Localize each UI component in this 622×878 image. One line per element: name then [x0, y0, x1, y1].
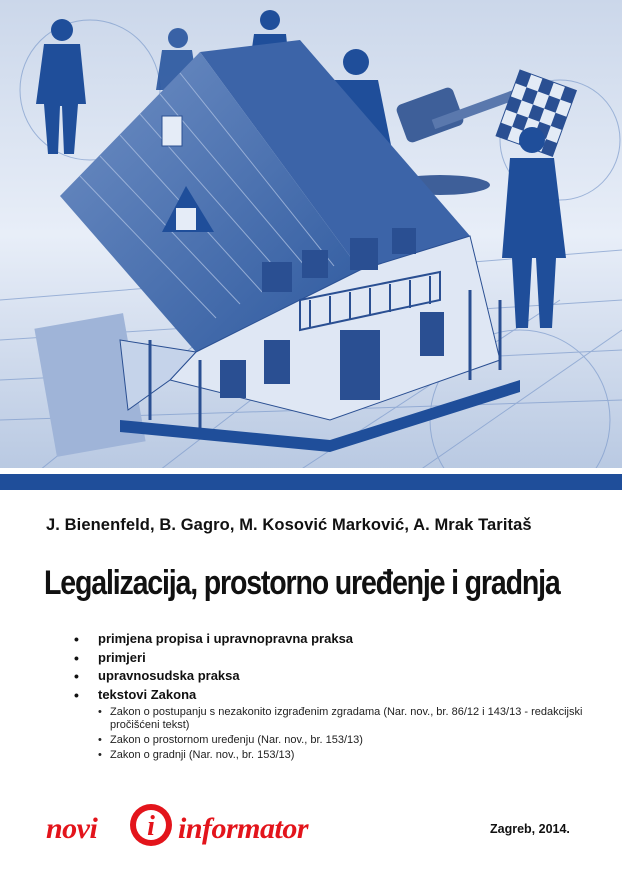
topics-list [74, 630, 594, 764]
logo-emblem-letter: i [147, 811, 155, 842]
topic-item-label: tekstovi Zakona [98, 686, 197, 702]
logo-emblem-icon [128, 802, 174, 848]
laws-list [98, 706, 594, 762]
authors-line: J. Bienenfeld, B. Gagro, M. Kosović Marković, A. Mrak Taritaš [46, 516, 532, 534]
cover-band [0, 474, 622, 490]
logo-word-informator: informator [178, 812, 309, 845]
logo-word-novi: novi [46, 812, 98, 845]
law-item: • Zakon o postupanju s nezakonito izgrađenim zgradama (Nar. nov., br. 86/12 i 143/13 - redakcijski pročišćeni tekst) [98, 706, 594, 732]
law-item: • Zakon o gradnji (Nar. nov., br. 153/13) [98, 749, 594, 762]
topic-item-laws [74, 686, 594, 763]
place-date: Zagreb, 2014. [490, 822, 570, 836]
book-title: Legalizacija, prostorno uređenje i gradnja [44, 564, 560, 602]
publisher-logo [46, 800, 386, 852]
topic-item: • upravnosudska praksa [74, 667, 594, 686]
law-item: • Zakon o prostornom uređenju (Nar. nov., br. 153/13) [98, 734, 594, 747]
topic-item: • primjena propisa i upravnopravna praksa [74, 630, 594, 649]
topic-item: • primjeri [74, 649, 594, 668]
